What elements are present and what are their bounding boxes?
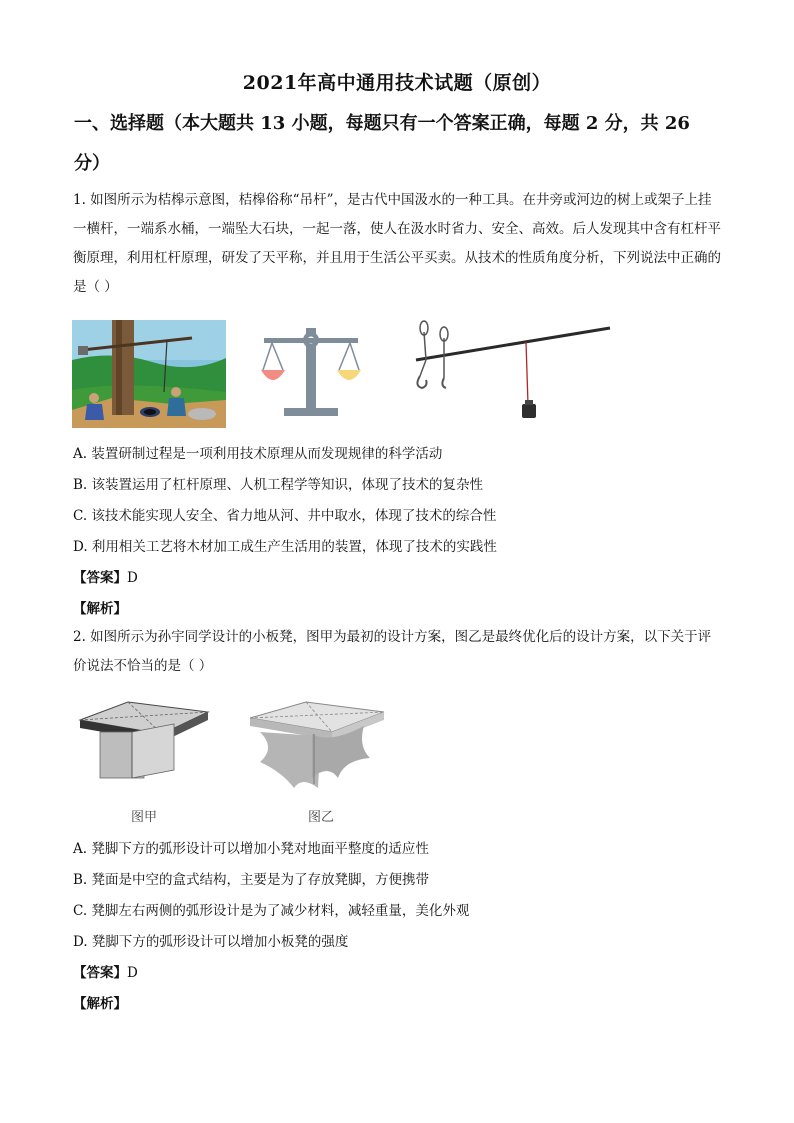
- balance-scale-icon: [258, 322, 362, 422]
- answer-label: 【答案】: [73, 570, 127, 586]
- q2-answer: [73, 961, 138, 981]
- answer-value: D: [127, 570, 138, 586]
- answer-label: 【答案】: [73, 965, 127, 981]
- analysis-label: 【解析】: [73, 996, 127, 1012]
- q2-option-b: B. 凳面是中空的盒式结构，主要是为了存放凳脚，方便携带: [73, 872, 430, 888]
- section-heading-line1: 一、选择题（本大题共 13 小题，每题只有一个答案正确，每题 2 分，共 26: [74, 113, 690, 134]
- steelyard-illustration: [404, 320, 614, 424]
- q2-option-c: C. 凳脚左右两侧的弧形设计是为了减少材料，减轻重量，美化外观: [73, 903, 470, 919]
- stool-a-illustration: [74, 698, 210, 782]
- q2-analysis: [73, 992, 127, 1012]
- q2-stem: 2. 如图所示为孙宇同学设计的小板凳，图甲为最初的设计方案，图乙是最终优化后的设计方案，以下关于评价说法不恰当的是（ ）: [73, 629, 712, 674]
- caption-figure-b: 图乙: [308, 810, 335, 825]
- q1-answer: [73, 566, 138, 586]
- q2-option-a: A. 凳脚下方的弧形设计可以增加小凳对地面平整度的适应性: [73, 841, 429, 857]
- q2-option-d: D. 凳脚下方的弧形设计可以增加小板凳的强度: [73, 934, 349, 950]
- section-heading: [74, 104, 724, 184]
- answer-value: D: [127, 965, 138, 981]
- q1-option-c: C. 该技术能实现人安全、省力地从河、井中取水，体现了技术的综合性: [73, 508, 497, 524]
- q1-option-d: D. 利用相关工艺将木材加工成生产生活用的装置，体现了技术的实践性: [73, 539, 497, 555]
- q1-stem: 1. 如图所示为桔槔示意图，桔槔俗称“吊杆”，是古代中国汲水的一种工具。在井旁或河边的树上或架子上挂一横杆，一端系水桶，一端坠大石块，一起一落，使人在汲水时省力、安全、高效。后人发现其中含有杠杆平衡原理，利用杠杆原理，研发了天平称，并且用于生活公平买卖。从技术的性质角度分析，下列说法中正确的是（ ）: [73, 192, 721, 295]
- section-heading-line2: 分）: [74, 153, 110, 174]
- analysis-label: 【解析】: [73, 601, 127, 617]
- caption-figure-a: 图甲: [131, 810, 158, 825]
- q1-analysis: [73, 597, 127, 617]
- q1-option-a: A. 装置研制过程是一项利用技术原理从而发现规律的科学活动: [73, 446, 443, 462]
- stool-b-illustration: [246, 698, 386, 794]
- q1-option-b: B. 该装置运用了杠杆原理、人机工程学等知识，体现了技术的复杂性: [73, 477, 484, 493]
- page-title: 2021年高中通用技术试题（原创）: [242, 72, 552, 94]
- shadoof-illustration: [72, 320, 226, 428]
